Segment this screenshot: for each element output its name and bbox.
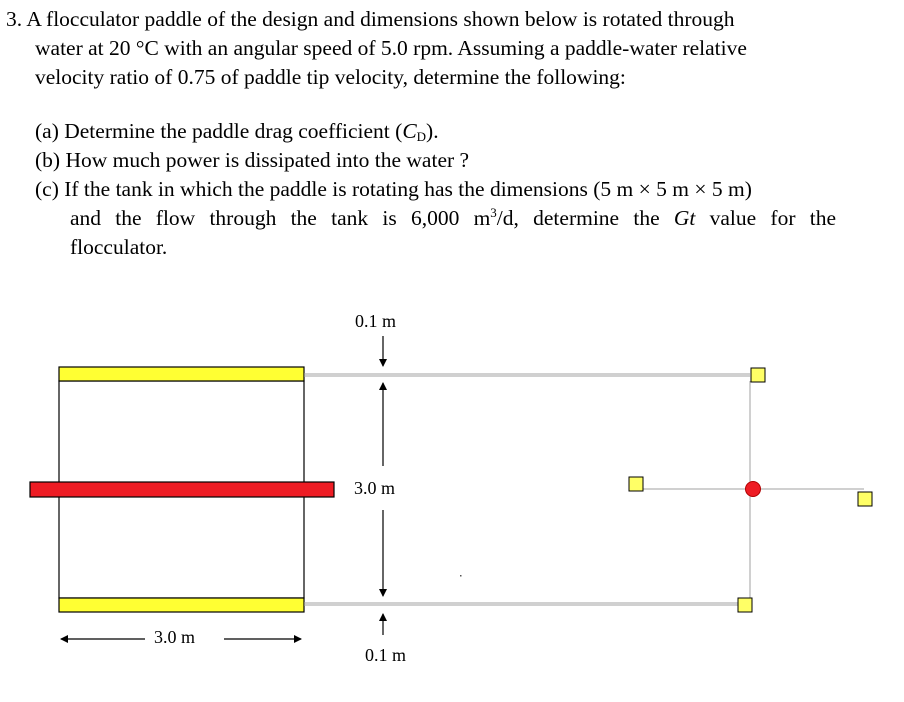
part-c-line-1: (c) If the tank in which the paddle is rotating has the dimensions (5 m × 5 m × 5 m) [35,177,752,201]
part-c-flow-suffix: value for the [695,206,836,230]
part-c-flow-mid: /d, determine the [496,206,674,230]
bottom-gap-label: 0.1 m [365,645,407,665]
problem-text-1: A flocculator paddle of the design and dimensions shown below is rotated through [26,7,735,31]
part-a-prefix: (a) Determine the paddle drag coefficient ( [35,119,403,143]
handle-middle-right[interactable] [858,492,872,506]
problem-line-3: velocity ratio of 0.75 of paddle tip velocity, determine the following: [35,65,626,89]
stray-dot [460,575,462,577]
drag-coefficient-subscript: D [416,129,427,144]
part-c-flow-exponent: 3 [490,205,497,220]
top-gap-label: 0.1 m [355,311,397,331]
part-b: (b) How much power is dissipated into the water ? [35,148,470,172]
gt-symbol: Gt [673,206,696,230]
part-a-suffix: ). [426,119,439,143]
drag-coefficient-symbol: C [402,119,417,143]
top-blade [59,367,304,381]
handle-middle-left[interactable] [629,477,643,491]
part-c-flow-prefix: and the flow through the tank is 6,000 m [70,206,491,230]
handle-top-right[interactable] [751,368,765,382]
height-label: 3.0 m [354,478,396,498]
handle-bottom-right[interactable] [738,598,752,612]
rotation-handle[interactable] [746,482,761,497]
problem-line-2: water at 20 °C with an angular speed of 5.0 rpm. Assuming a paddle-water relative [35,36,747,60]
problem-number: 3. [6,7,23,31]
width-label: 3.0 m [154,627,196,647]
bottom-blade [59,598,304,612]
part-c-line-3: flocculator. [70,235,168,259]
center-shaft-bar [30,482,334,497]
